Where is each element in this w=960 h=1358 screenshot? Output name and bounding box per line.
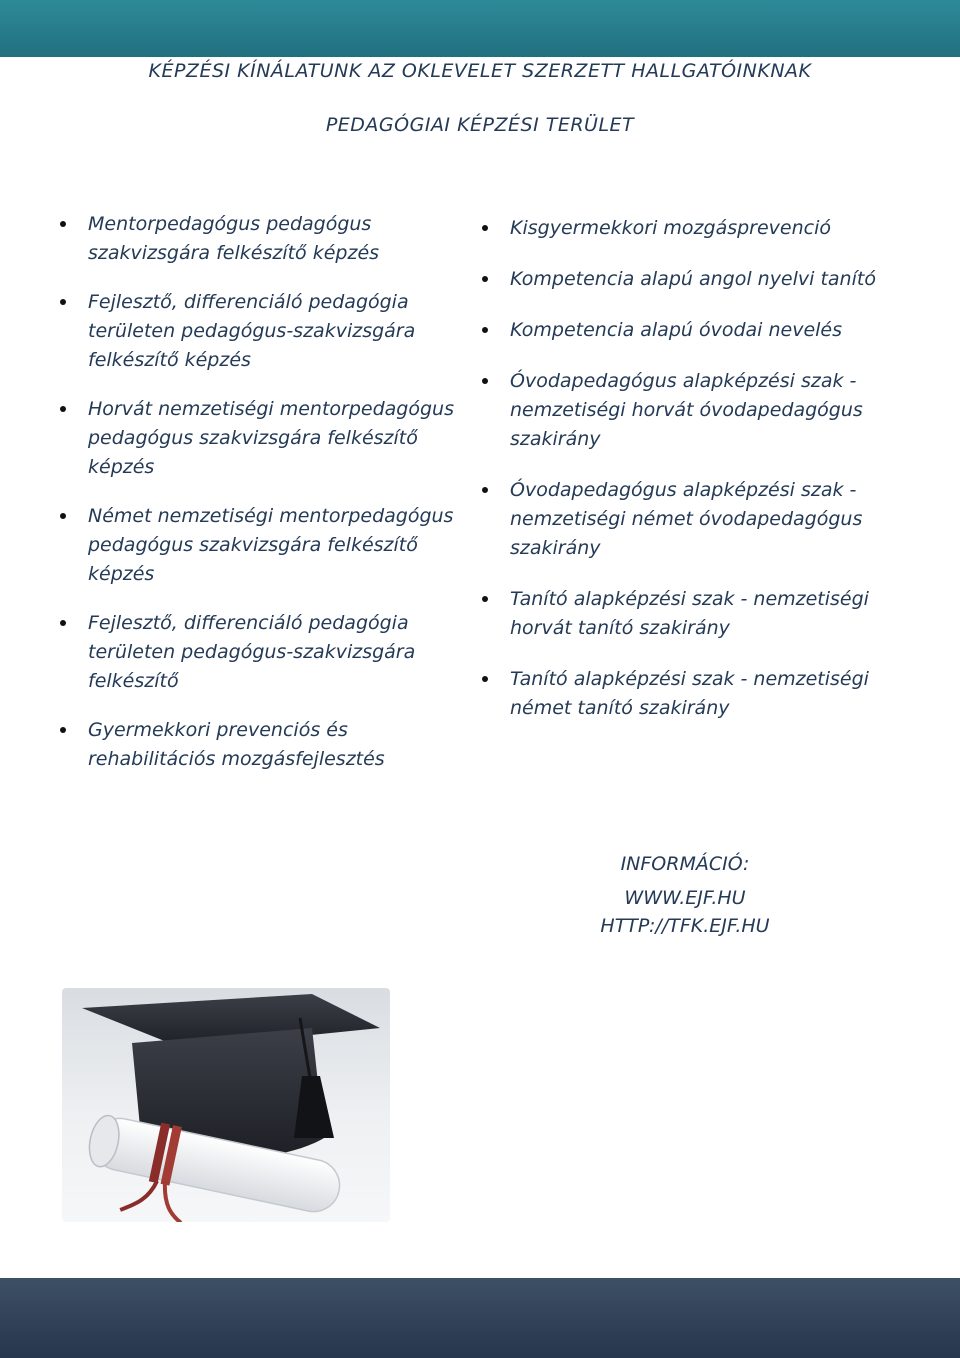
list-item: Kisgyermekkori mozgásprevenció (510, 214, 905, 243)
bullet-icon (482, 276, 488, 282)
info-block (560, 848, 810, 940)
bottom-color-band (0, 1278, 960, 1358)
list-item: Horvát nemzetiségi mentorpedagógus pedagógus szakvizsgára felkészítő képzés (88, 395, 463, 482)
graduation-illustration (62, 988, 390, 1222)
bullet-icon (60, 727, 66, 733)
list-item: Gyermekkori prevenciós és rehabilitációs mozgásfejlesztés (88, 716, 473, 774)
ribbon-tail-2 (157, 1183, 188, 1222)
list-item: Mentorpedagógus pedagógus szakvizsgára felkészítő képzés (88, 210, 458, 268)
list-item: Kompetencia alapú óvodai nevelés (510, 316, 905, 345)
left-course-list (88, 210, 468, 774)
bullet-icon (482, 596, 488, 602)
info-label: INFORMÁCIÓ: (620, 853, 750, 875)
page-title: KÉPZÉSI KÍNÁLATUNK AZ OKLEVELET SZERZETT HALLGATÓINKNAK (148, 60, 812, 82)
top-color-band (0, 0, 960, 57)
list-item: Fejlesztő, differenciáló pedagógia területen pedagógus-szakvizsgára felkészítő képzés (88, 288, 473, 375)
website-link[interactable]: WWW.EJF.HU (624, 887, 746, 909)
list-item: Tanító alapképzési szak - nemzetiségi horvát tanító szakirány (510, 585, 870, 643)
list-item: Német nemzetiségi mentorpedagógus pedagógus szakvizsgára felkészítő képzés (88, 502, 463, 589)
bullet-icon (482, 327, 488, 333)
list-item: Kompetencia alapú angol nyelvi tanító (510, 265, 905, 294)
bullet-icon (482, 378, 488, 384)
bullet-icon (60, 513, 66, 519)
faculty-website-link[interactable]: HTTP://TFK.EJF.HU (600, 915, 770, 937)
bullet-icon (60, 620, 66, 626)
bullet-icon (482, 225, 488, 231)
list-item: Tanító alapképzési szak - nemzetiségi német tanító szakirány (510, 665, 870, 723)
right-course-list (510, 214, 905, 723)
bullet-icon (482, 487, 488, 493)
list-item: Fejlesztő, differenciáló pedagógia területen pedagógus-szakvizsgára felkészítő (88, 609, 473, 696)
list-item: Óvodapedagógus alapképzési szak - nemzetiségi horvát óvodapedagógus szakirány (510, 367, 900, 454)
bullet-icon (60, 406, 66, 412)
graduation-cap-diploma-image (62, 988, 390, 1222)
bullet-icon (60, 299, 66, 305)
list-item: Óvodapedagógus alapképzési szak - nemzetiségi német óvodapedagógus szakirány (510, 476, 900, 563)
bullet-icon (60, 221, 66, 227)
page-subtitle: PEDAGÓGIAI KÉPZÉSI TERÜLET (325, 114, 635, 136)
bullet-icon (482, 676, 488, 682)
